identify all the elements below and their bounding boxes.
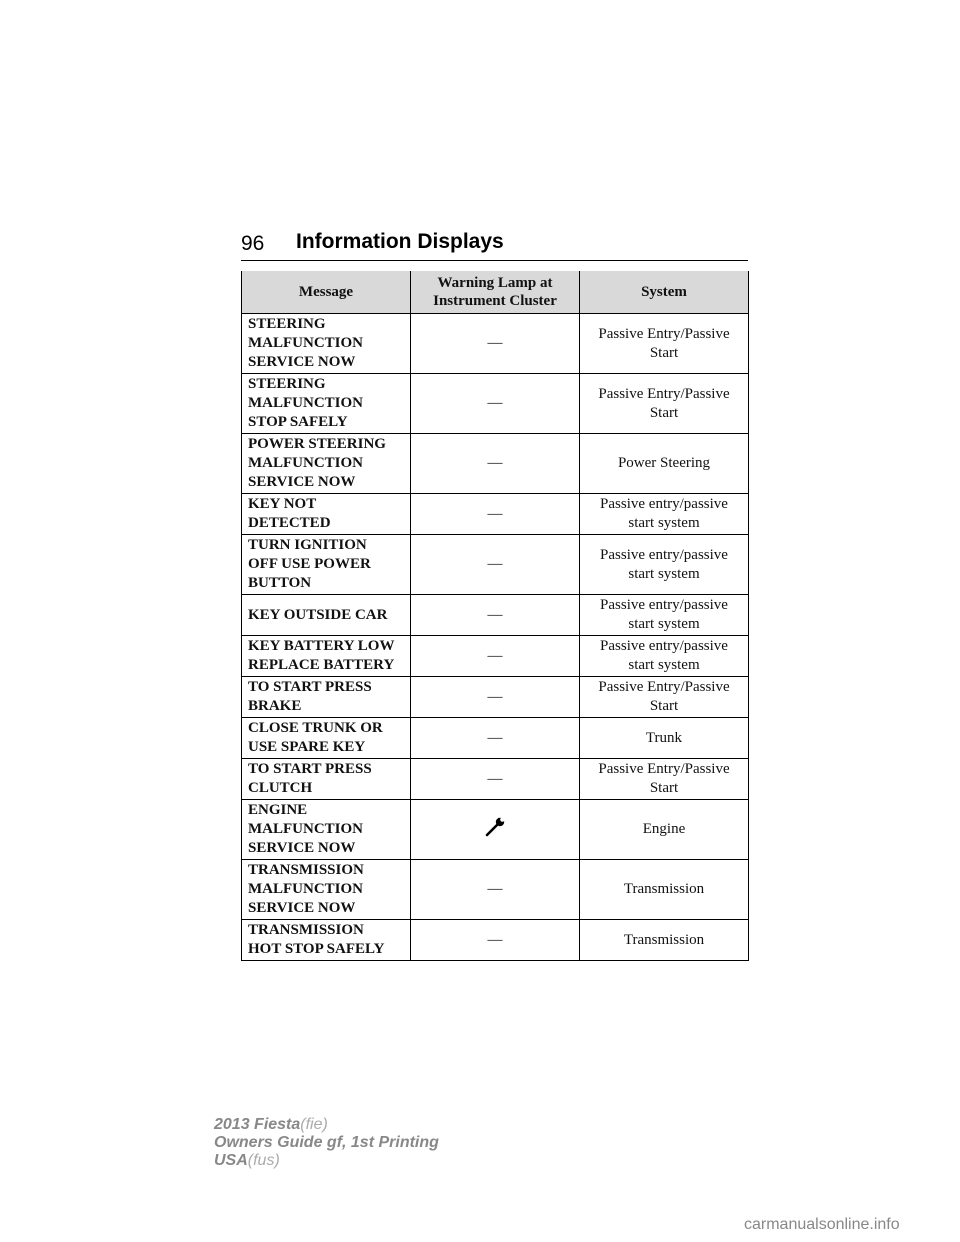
warning-lamp-cell [411,636,580,677]
message-cell [242,800,411,860]
warning-lamp-cell [411,434,580,494]
message-line: SERVICE NOW [248,354,356,370]
system-cell [580,920,749,961]
message-line: TURN IGNITION [248,537,367,553]
lamp-dash: — [487,688,503,705]
system-cell [580,718,749,759]
table-row [242,860,749,920]
system-cell [580,595,749,636]
message-line: REPLACE BATTERY [248,657,395,673]
message-line: OFF USE POWER [248,556,371,572]
system-line: Engine [642,821,686,837]
system-cell [580,535,749,595]
system-line: Passive entry/passive [600,546,728,563]
message-cell [242,759,411,800]
message-line: STEERING [248,316,326,332]
lamp-dash: — [487,455,503,471]
footer-guide: Owners Guide gf, 1st Printing [214,1134,439,1151]
message-cell [242,535,411,595]
warning-lamp-cell [411,759,580,800]
message-line: CLOSE TRUNK OR [248,720,383,736]
system-cell [580,677,749,718]
system-line: Passive entry/passive [600,597,728,613]
warning-lamp-cell [411,595,580,636]
warning-lamp-cell [411,718,580,759]
page-number: 96 [241,232,265,255]
lamp-dash: — [487,335,503,351]
message-line: TRANSMISSION [248,862,364,878]
table-row [242,374,749,434]
column-header-warning-lamp: Warning Lamp at Instrument Cluster [411,271,580,314]
lamp-dash: — [487,606,503,623]
system-line: start system [628,657,700,673]
column-header-system: System [580,271,749,314]
system-line: Passive entry/passive [600,638,728,654]
message-line: BRAKE [248,698,302,714]
system-cell [580,374,749,434]
message-line: MALFUNCTION [248,335,363,351]
footer-market-line [214,1152,439,1170]
system-line: Transmission [623,931,705,948]
message-line: SERVICE NOW [248,840,356,856]
footer-model: 2013 Fiesta [214,1116,301,1133]
warning-lamp-cell [411,920,580,961]
system-cell [580,314,749,374]
warning-lamp-cell [411,374,580,434]
table-row [242,434,749,494]
system-line: start system [628,515,700,531]
message-line: KEY OUTSIDE CAR [248,606,388,623]
lamp-dash: — [487,881,503,897]
table-header-row [242,271,749,314]
table-row [242,800,749,860]
message-line: STOP SAFELY [248,414,348,430]
warning-lamp-cell [411,677,580,718]
lamp-dash: — [487,729,503,746]
message-line: TRANSMISSION [248,922,364,938]
message-cell [242,718,411,759]
message-cell [242,434,411,494]
section-title: Information Displays [296,230,504,253]
message-line: BUTTON [248,575,312,591]
message-line: CLUTCH [248,780,313,796]
footer-guide-line [214,1134,439,1152]
footer-market: USA [214,1152,248,1169]
message-line: MALFUNCTION [248,455,363,471]
table-row [242,636,749,677]
system-cell [580,759,749,800]
message-line: POWER STEERING [248,436,386,452]
warning-lamp-cell [411,860,580,920]
message-cell [242,494,411,535]
lamp-dash: — [487,931,503,948]
wrench-icon [483,815,507,845]
message-line: SERVICE NOW [248,474,356,490]
message-line: TO START PRESS [248,679,372,695]
system-line: Start [649,404,679,421]
message-cell [242,860,411,920]
message-cell [242,920,411,961]
footer-market-code: (fus) [247,1152,280,1169]
message-cell [242,374,411,434]
message-line: KEY NOT [248,496,317,512]
table-row [242,535,749,595]
message-line: ENGINE [248,802,308,818]
system-line: Passive Entry/Passive [598,679,730,695]
warning-lamp-cell [411,535,580,595]
system-line: start system [628,616,700,632]
message-line: STEERING [248,376,326,392]
system-cell [580,434,749,494]
message-line: USE SPARE KEY [248,739,366,755]
system-line: Power Steering [617,455,711,471]
lamp-dash: — [487,556,503,572]
footer-model-code: (fie) [300,1116,328,1133]
table-row [242,718,749,759]
message-line: MALFUNCTION [248,821,363,837]
system-line: Start [649,344,679,361]
warning-lamp-cell [411,494,580,535]
message-cell [242,314,411,374]
warning-lamp-cell [411,314,580,374]
system-line: Start [649,698,679,714]
message-line: KEY BATTERY LOW [248,638,395,654]
lamp-dash: — [487,395,503,411]
message-line: MALFUNCTION [248,881,363,897]
table-row [242,677,749,718]
lamp-dash: — [487,647,503,664]
system-line: Passive entry/passive [600,496,728,512]
table-row [242,494,749,535]
system-cell [580,860,749,920]
lamp-dash: — [487,770,503,787]
table-row [242,314,749,374]
system-line: start system [628,565,700,582]
system-cell [580,636,749,677]
footer [214,1116,439,1170]
system-line: Passive Entry/Passive [598,325,730,342]
watermark: carmanualsonline.info [744,1216,900,1233]
message-line: MALFUNCTION [248,395,363,411]
message-cell [242,636,411,677]
column-header-message: Message [242,271,411,314]
system-line: Passive Entry/Passive [598,761,730,777]
message-cell [242,595,411,636]
table-row [242,595,749,636]
system-line: Trunk [645,729,683,746]
table-row [242,920,749,961]
system-line: Transmission [623,881,705,897]
table-row [242,759,749,800]
system-cell [580,800,749,860]
message-line: TO START PRESS [248,761,372,777]
system-line: Passive Entry/Passive [598,385,730,402]
message-line: HOT STOP SAFELY [248,941,385,957]
system-line: Start [649,780,679,796]
message-table [241,271,749,961]
message-cell [242,677,411,718]
lamp-dash: — [487,505,503,522]
message-line: DETECTED [248,515,331,531]
footer-model-line [214,1116,439,1134]
system-cell [580,494,749,535]
warning-lamp-cell [411,800,580,860]
message-line: SERVICE NOW [248,900,356,916]
page-header [241,226,748,261]
